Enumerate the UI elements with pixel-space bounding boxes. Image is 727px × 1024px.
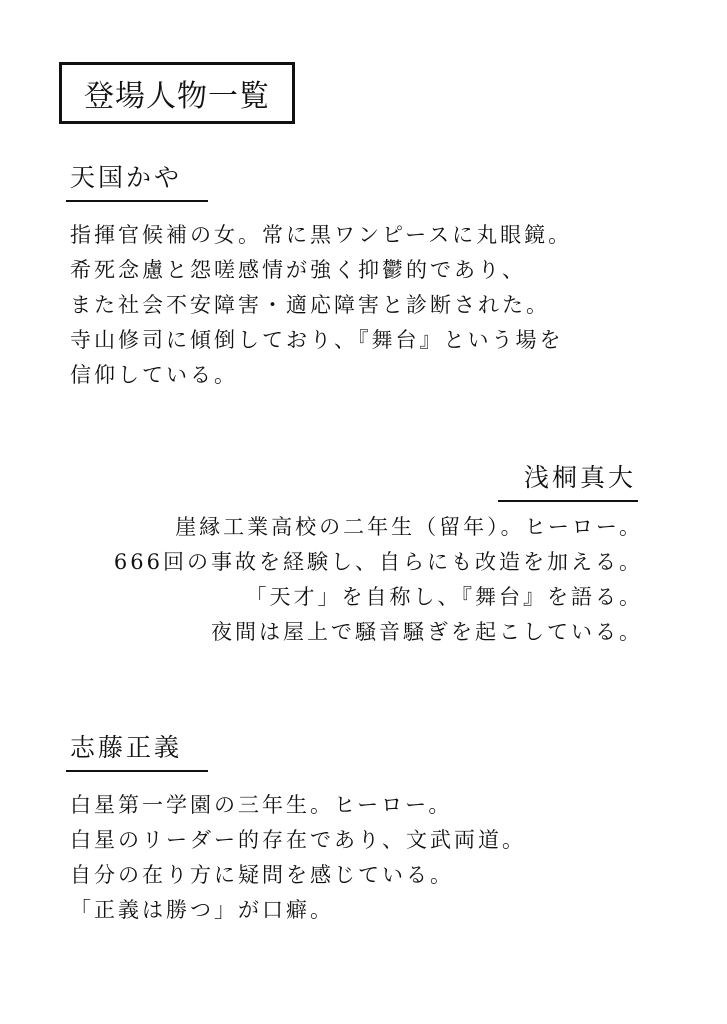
description-line: 白星のリーダー的存在であり、文武両道。	[70, 828, 526, 852]
description-line: また社会不安障害・適応障害と診断された。	[70, 293, 550, 317]
description-line: 寺山修司に傾倒しており、『舞台』という場を	[70, 328, 564, 352]
description-line: 夜間は屋上で騒音騒ぎを起こしている。	[211, 620, 643, 644]
description-line: 信仰している。	[70, 363, 238, 387]
character-name-amakuni-kaya: 天国かや	[66, 158, 208, 202]
page-title: 登場人物一覧	[59, 62, 295, 124]
character-description-asagiri-masahiro	[114, 510, 643, 650]
description-line: 希死念慮と怨嗟感情が強く抑鬱的であり、	[70, 258, 526, 282]
description-line: 指揮官候補の女。常に黒ワンピースに丸眼鏡。	[70, 223, 573, 247]
character-name-shido-masayoshi: 志藤正義	[66, 728, 208, 772]
description-line: 自分の在り方に疑問を感じている。	[70, 863, 454, 887]
character-description-shido-masayoshi	[70, 788, 526, 928]
description-line: 666回の事故を経験し、自らにも改造を加える。	[113, 550, 643, 574]
character-description-amakuni-kaya	[70, 218, 572, 393]
description-line: 「正義は勝つ」が口癖。	[70, 898, 334, 922]
description-line: 崖縁工業高校の二年生（留年）。ヒーロー。	[175, 515, 643, 539]
description-line: 「天才」を自称し、『舞台』を語る。	[245, 585, 643, 609]
description-line: 白星第一学園の三年生。ヒーロー。	[70, 793, 453, 817]
character-name-asagiri-masahiro: 浅桐真大	[498, 458, 638, 502]
